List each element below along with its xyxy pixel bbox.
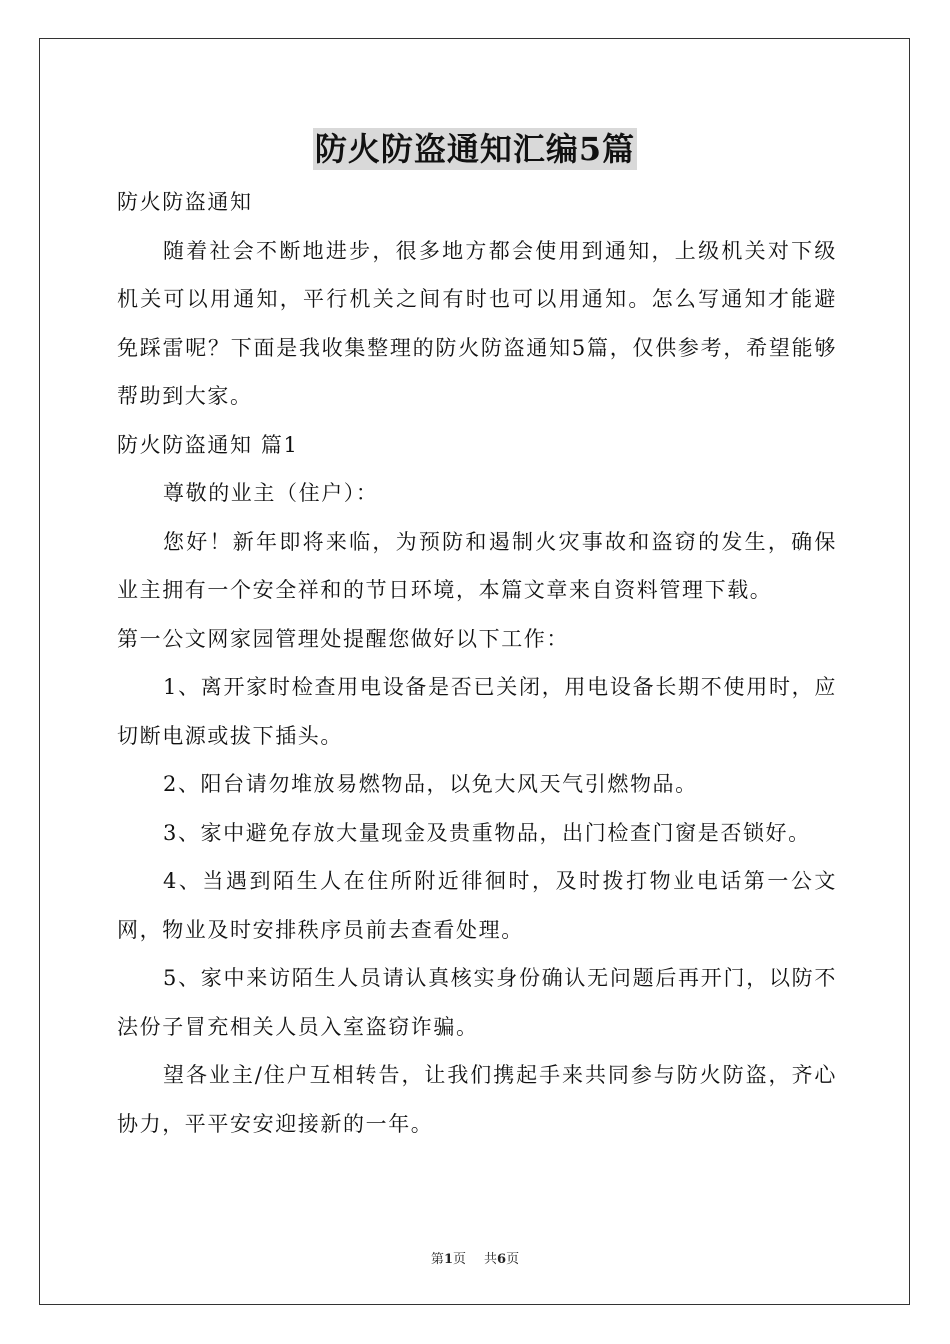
paragraph: 随着社会不断地进步，很多地方都会使用到通知，上级机关对下级机关可以用通知，平行机关之间有时也可以用通知。怎么写通知才能避免踩雷呢？下面是我收集整理的防火防盗通知5篇，仅供参考，希望能够帮助到大家。 (117, 238, 837, 408)
list-item: 4、当遇到陌生人在住所附近徘徊时，及时拨打物业电话第一公文网，物业及时安排秩序员前去查看处理。 (117, 869, 837, 942)
paragraph: 您好！新年即将来临，为预防和遏制火灾事故和盗窃的发生，确保业主拥有一个安全祥和的节日环境，本篇文章来自资料管理下载。 (117, 529, 837, 602)
section-heading: 防火防盗通知 篇1 (117, 432, 299, 457)
list-item: 1、离开家时检查用电设备是否已关闭，用电设备长期不使用时，应切断电源或拔下插头。 (117, 675, 837, 748)
paragraph: 第一公文网家园管理处提醒您做好以下工作： (117, 626, 569, 651)
title-wrap (0, 128, 950, 170)
total-prefix: 共 (484, 1252, 498, 1267)
total-pages: 6 (497, 1252, 507, 1267)
list-item: 5、家中来访陌生人员请认真核实身份确认无问题后再开门，以防不法份子冒充相关人员入室盗窃诈骗。 (117, 966, 837, 1039)
document-body (117, 178, 837, 1148)
page-footer (0, 1248, 950, 1267)
document-title: 防火防盗通知汇编5篇 (314, 130, 636, 168)
paragraph: 望各业主/住户互相转告，让我们携起手来共同参与防火防盗，齐心协力，平平安安迎接新的一年。 (117, 1063, 837, 1136)
page-prefix: 第 (430, 1252, 444, 1267)
paragraph: 尊敬的业主（住户）： (163, 481, 379, 505)
list-item: 2、阳台请勿堆放易燃物品，以免大风天气引燃物品。 (163, 772, 698, 796)
page-suffix: 页 (452, 1252, 466, 1267)
list-item: 3、家中避免存放大量现金及贵重物品，出门检查门窗是否锁好。 (163, 820, 811, 845)
total-suffix: 页 (506, 1252, 520, 1267)
page-number: 1 (443, 1252, 453, 1267)
paragraph: 防火防盗通知 (117, 190, 253, 214)
